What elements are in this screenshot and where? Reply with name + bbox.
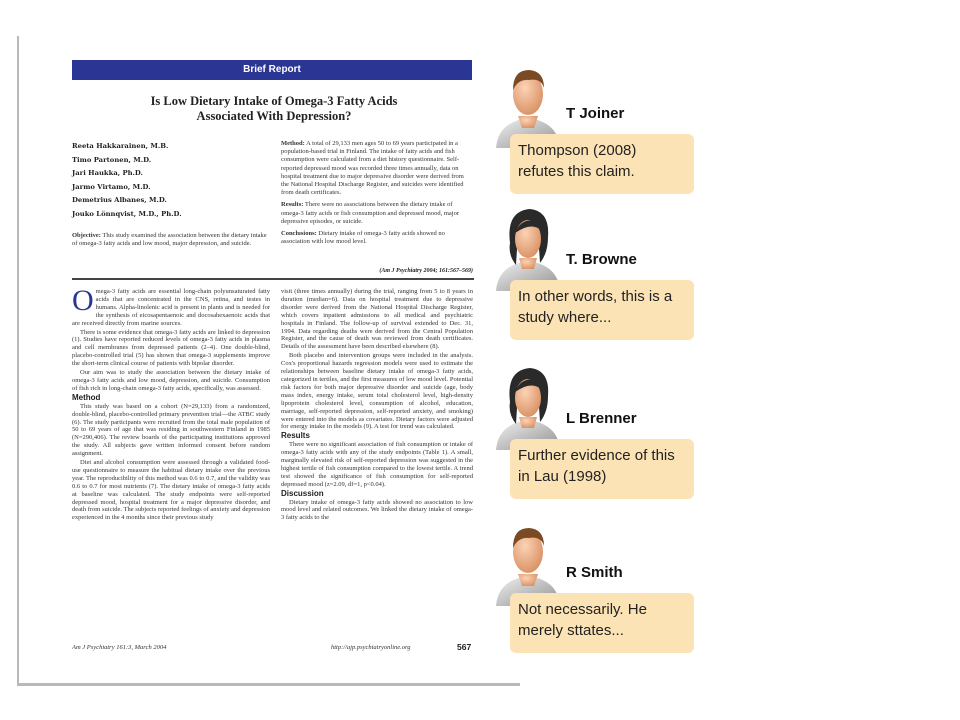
comment-username[interactable]: T. Browne: [566, 251, 637, 268]
results-paragraph: There were no significant association of fish consumption or intake of omega-3 fatty acids with any of the study endpoints (Table 1). A small, marginally elevated risk of self-reported depression was suggested in the highest tertile of fish consumption compared to the lowest tertile. A trend test showed the significance of fish consumption for self-reported depressed mood (z=2.09, df=1, p<0.04).: [281, 441, 473, 488]
article-title-line1: Is Low Dietary Intake of Omega-3 Fatty Acids: [150, 94, 398, 108]
abstract-method: [281, 140, 473, 197]
footer-journal: Am J Psychiatry 161:3, March 2004: [72, 644, 167, 651]
author-name: Jouko Lönnqvist, M.D., Ph.D.: [72, 209, 182, 218]
intro-paragraph: There is some evidence that omega-3 fatty acids are linked to depression (1). Studies have reported reduced levels of omega-3 fatty acids in plasma and cell membranes from depressed patients (2–4). One double-blind, placebo-controlled trial (5) has shown that omega-3 supplements improve the short-term clinical course of patients with bipolar disorder.: [72, 328, 270, 368]
conclusions-label: Conclusions:: [281, 230, 317, 238]
comment-text: Further evidence of this in Lau (1998): [510, 439, 694, 499]
article-title: [79, 94, 469, 124]
results-label: Results:: [281, 201, 304, 209]
abstract-results: [281, 201, 473, 226]
comment-text: In other words, this is a study where...: [510, 280, 694, 340]
comment-card: [488, 362, 718, 512]
objective-text: This study examined the association between the dietary intake of omega-3 fatty acids and low mood, major depression, and suicide.: [72, 232, 267, 248]
body-paragraph: Both placebo and intervention groups were included in the analysis. Cox's proportional hazards regression models were used to estimate the relationships between baseline dietary intake of omega-3 fatty acids, categorized in tertiles, and the first measures of low mood level. Potential risk factors for both major depressive disorder and suicide (age, body mass index, energy intake, serum total cholesterol level, high-density lipoprotein cholesterol level, consumption of alcohol, education, marriage, self-reported depression, self-reported anxiety, and smoking) were entered into the models as covariates. Dietary factors were adjusted for energy intake in the models (9). A test for trend was calculated.: [281, 352, 473, 431]
method-paragraph: Diet and alcohol consumption were assessed through a validated food-use questionnaire to measure the habitual dietary intake over the previous year. The reproducibility of this method was 0.6 to 0.7, and the validity was 0.6 to 0.7 for most nutrients (7). The dietary intake of omega-3 fatty acids at baseline was calculated. The study endpoints were self-reported depressed mood, hospital treatment for a major depressive disorder, and death from suicide. The subjects reported feelings of anxiety and depression experienced in the 4 months since their previous study: [72, 459, 270, 522]
comment-text: Not necessarily. He merely sttates...: [510, 593, 694, 653]
divider: [72, 278, 474, 280]
comment-text: Thompson (2008) refutes this claim.: [510, 134, 694, 194]
author-name: Jari Haukka, Ph.D.: [72, 169, 143, 177]
section-heading-method: Method: [72, 392, 101, 402]
discussion-paragraph: Dietary intake of omega-3 fatty acids showed no association to low mood level and related outcomes. We linked the dietary intake of omega-3 fatty acids to the: [281, 498, 473, 522]
footer-url[interactable]: http://ajp.psychiatryonline.org: [331, 644, 411, 651]
author-name: Jarmo Virtamo, M.D.: [72, 182, 151, 191]
comment-card: [488, 203, 718, 353]
objective-label: Objective:: [72, 232, 101, 239]
comment-username[interactable]: T Joiner: [566, 105, 625, 122]
comment-username[interactable]: R Smith: [566, 564, 623, 581]
article-title-line2: Associated With Depression?: [196, 109, 352, 123]
drop-cap: O: [72, 284, 94, 317]
author-name: Reeta Hakkarainen, M.B.: [72, 142, 169, 150]
comment-username[interactable]: L Brenner: [566, 410, 637, 427]
method-label: Method:: [281, 140, 305, 147]
method-paragraph: This study was based on a cohort (N=29,133) from a randomized, double-blind, placebo-controlled primary prevention trial—the ATBC study (6). The study participants were recruited from the total male population of 50 to 69 years of age that was residing in southwestern Finland in 1985 (N=290,406). The review boards of the participating institutions approved the study. All subjects gave written informed consent before random assignment.: [72, 402, 270, 458]
comment-card: [488, 60, 718, 210]
intro-paragraph: Our aim was to study the association between the dietary intake of omega-3 fatty acids and low mood, depression, and suicide. Consumption of fish rich in long-chain omega-3 fatty acids, specifically, was assessed.: [72, 369, 270, 392]
method-text: A total of 29,133 men ages 50 to 69 years participated in a population-based trial in Finland. The intake of fatty acids and fish consumption were calculated from a diet history questionnaire. Self-reported depressed mood was recorded three times annually, data on hospital treatment due to major depressive disorder were derived from the National Hospital Discharge Register, and suicides were identified from death certificates.: [281, 140, 464, 197]
author-name: Demetrius Albanes, M.D.: [72, 196, 167, 204]
abstract-right-column: [281, 140, 473, 250]
article-page: [17, 36, 520, 686]
author-list: [72, 140, 267, 221]
conclusions-text: Dietary intake of omega-3 fatty acids showed no association with low mood level.: [281, 230, 445, 246]
intro-paragraph: mega-3 fatty acids are essential long-chain polyunsaturated fatty acids that are concentrated in the CNS, retina, and testes in humans. Alpha-linolenic acid is present in plants and is needed for the synthesis of eicosapentaenoic and docosahexaenoic acids that are received directly from marine sources.: [72, 288, 270, 327]
comment-card: [488, 518, 718, 668]
article-banner: Brief Report: [72, 60, 472, 80]
journal-citation: (Am J Psychiatry 2004; 161:567–569): [379, 268, 473, 274]
body-paragraph: visit (three times annually) during the trial, ranging from 5 to 8 years in duration (median=6). Data on hospital treatment due to depressive disorder were derived from the National Hospital Discharge Register, which covers inpatient admissions to all medical and psychiatric hospitals in Finland. The follow-up of survival extended to Dec. 31, 1994. Data regarding deaths were derived from the Central Population Register, and the cause of death was reviewed from death certificates. Details of the assessment have been described elsewhere (8).: [281, 288, 473, 351]
results-text: There were no associations between the dietary intake of omega-3 fatty acids or fish consumption and depressed mood, major depressive episodes, or suicide.: [281, 201, 459, 225]
section-heading-results: Results: [281, 431, 310, 441]
body-left-column: [72, 284, 270, 523]
page-number: 567: [457, 642, 472, 652]
abstract-conclusions: [281, 230, 473, 246]
section-heading-discussion: Discussion: [281, 488, 324, 498]
abstract-objective: [72, 232, 270, 248]
body-right-column: [281, 288, 473, 523]
author-name: Timo Partonen, M.D.: [72, 155, 152, 164]
